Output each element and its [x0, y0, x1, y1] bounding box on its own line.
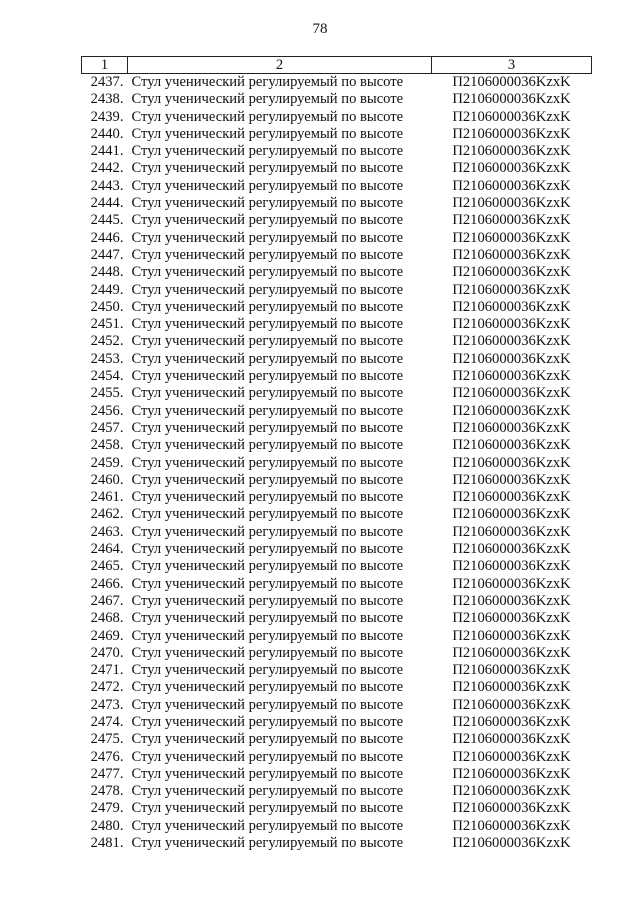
table-row — [82, 835, 592, 852]
table-row — [82, 212, 592, 229]
row-item-code: П2106000036KzxK — [452, 108, 571, 125]
row-item-code: П2106000036KzxK — [452, 696, 571, 713]
row-item-code: П2106000036KzxK — [452, 523, 571, 540]
table-row — [82, 489, 592, 506]
row-item-code: П2106000036KzxK — [452, 160, 571, 177]
row-number: 2479. — [90, 800, 124, 817]
table-row — [82, 420, 592, 437]
row-item-name: Стул ученический регулируемый по высоте — [131, 679, 404, 696]
row-item-name: Стул ученический регулируемый по высоте — [131, 316, 404, 333]
row-number: 2463. — [90, 523, 124, 540]
row-number: 2469. — [90, 627, 124, 644]
row-item-name: Стул ученический регулируемый по высоте — [131, 368, 404, 385]
row-number: 2465. — [90, 558, 124, 575]
row-item-name: Стул ученический регулируемый по высоте — [131, 454, 404, 471]
row-item-name: Стул ученический регулируемый по высоте — [131, 298, 404, 315]
row-item-name: Стул ученический регулируемый по высоте — [131, 350, 404, 367]
row-item-name: Стул ученический регулируемый по высоте — [131, 662, 404, 679]
row-number: 2461. — [90, 489, 124, 506]
row-number: 2437. — [90, 74, 124, 90]
row-item-name: Стул ученический регулируемый по высоте — [131, 91, 404, 108]
table-row — [82, 109, 592, 126]
row-item-name: Стул ученический регулируемый по высоте — [131, 800, 404, 817]
table-row — [82, 800, 592, 817]
table-row — [82, 230, 592, 247]
row-number: 2475. — [90, 731, 124, 748]
row-item-name: Стул ученический регулируемый по высоте — [131, 385, 404, 402]
row-item-code: П2106000036KzxK — [452, 212, 571, 229]
row-item-name: Стул ученический регулируемый по высоте — [131, 246, 404, 263]
row-number: 2460. — [90, 471, 124, 488]
table-row — [82, 247, 592, 264]
row-item-code: П2106000036KzxK — [452, 125, 571, 142]
row-item-name: Стул ученический регулируемый по высоте — [131, 541, 404, 558]
table-row — [82, 731, 592, 748]
row-number: 2448. — [90, 264, 124, 281]
row-item-code: П2106000036KzxK — [452, 229, 571, 246]
row-item-name: Стул ученический регулируемый по высоте — [131, 835, 404, 852]
row-number: 2477. — [90, 765, 124, 782]
row-number: 2452. — [90, 333, 124, 350]
row-item-code: П2106000036KzxK — [452, 800, 571, 817]
row-item-code: П2106000036KzxK — [452, 835, 571, 852]
row-number: 2459. — [90, 454, 124, 471]
row-number: 2473. — [90, 696, 124, 713]
table-row — [82, 558, 592, 575]
row-item-code: П2106000036KzxK — [452, 506, 571, 523]
row-number: 2438. — [90, 91, 124, 108]
table-row — [82, 593, 592, 610]
row-item-name: Стул ученический регулируемый по высоте — [131, 627, 404, 644]
table-row — [82, 524, 592, 541]
row-item-name: Стул ученический регулируемый по высоте — [131, 437, 404, 454]
row-item-name: Стул ученический регулируемый по высоте — [131, 575, 404, 592]
row-number: 2474. — [90, 713, 124, 730]
table-row — [82, 610, 592, 627]
row-item-name: Стул ученический регулируемый по высоте — [131, 523, 404, 540]
table-row — [82, 766, 592, 783]
row-number: 2453. — [90, 350, 124, 367]
table-header — [82, 57, 592, 74]
table-row — [82, 662, 592, 679]
row-item-name: Стул ученический регулируемый по высоте — [131, 108, 404, 125]
row-number: 2466. — [90, 575, 124, 592]
row-item-code: П2106000036KzxK — [452, 402, 571, 419]
table-row — [82, 143, 592, 160]
row-number: 2457. — [90, 419, 124, 436]
row-item-code: П2106000036KzxK — [452, 195, 571, 212]
row-number: 2443. — [90, 177, 124, 194]
row-item-name: Стул ученический регулируемый по высоте — [131, 592, 404, 609]
row-item-code: П2106000036KzxK — [452, 91, 571, 108]
row-number: 2441. — [90, 143, 124, 160]
row-item-code: П2106000036KzxK — [452, 246, 571, 263]
row-number: 2464. — [90, 541, 124, 558]
row-item-name: Стул ученический регулируемый по высоте — [131, 333, 404, 350]
row-number: 2440. — [90, 125, 124, 142]
page-number: 78 — [312, 21, 328, 37]
table-row — [82, 714, 592, 731]
row-item-name: Стул ученический регулируемый по высоте — [131, 143, 404, 160]
row-item-name: Стул ученический регулируемый по высоте — [131, 644, 404, 661]
row-number: 2445. — [90, 212, 124, 229]
row-number: 2456. — [90, 402, 124, 419]
row-item-code: П2106000036KzxK — [452, 765, 571, 782]
row-item-name: Стул ученический регулируемый по высоте — [131, 610, 404, 627]
row-number: 2458. — [90, 437, 124, 454]
header-col-1: 1 — [82, 57, 128, 74]
row-item-code: П2106000036KzxK — [452, 731, 571, 748]
table-row — [82, 160, 592, 177]
table-row — [82, 385, 592, 402]
row-item-name: Стул ученический регулируемый по высоте — [131, 160, 404, 177]
row-number: 2467. — [90, 592, 124, 609]
table-row — [82, 576, 592, 593]
row-item-code: П2106000036KzxK — [452, 368, 571, 385]
row-item-code: П2106000036KzxK — [452, 177, 571, 194]
row-item-code: П2106000036KzxK — [452, 713, 571, 730]
row-number: 2454. — [90, 368, 124, 385]
row-item-code: П2106000036KzxK — [452, 748, 571, 765]
row-item-code: П2106000036KzxK — [452, 817, 571, 834]
table-row — [82, 333, 592, 350]
row-item-code: П2106000036KzxK — [452, 316, 571, 333]
row-item-name: Стул ученический регулируемый по высоте — [131, 489, 404, 506]
row-item-code: П2106000036KzxK — [452, 437, 571, 454]
row-item-code: П2106000036KzxK — [452, 489, 571, 506]
row-item-code: П2106000036KzxK — [452, 783, 571, 800]
row-item-name: Стул ученический регулируемый по высоте — [131, 731, 404, 748]
table-row — [82, 628, 592, 645]
row-item-name: Стул ученический регулируемый по высоте — [131, 419, 404, 436]
row-item-code: П2106000036KzxK — [452, 281, 571, 298]
row-item-name: Стул ученический регулируемый по высоте — [131, 281, 404, 298]
table-row — [82, 351, 592, 368]
row-number: 2444. — [90, 195, 124, 212]
row-item-code: П2106000036KzxK — [452, 592, 571, 609]
row-number: 2481. — [90, 835, 124, 852]
row-number: 2478. — [90, 783, 124, 800]
row-number: 2447. — [90, 246, 124, 263]
row-number: 2450. — [90, 298, 124, 315]
row-number: 2472. — [90, 679, 124, 696]
row-number: 2446. — [90, 229, 124, 246]
table-body — [82, 74, 592, 853]
table-header-row — [82, 57, 592, 74]
row-number: 2462. — [90, 506, 124, 523]
table-row — [82, 472, 592, 489]
row-number: 2468. — [90, 610, 124, 627]
table-row — [82, 178, 592, 195]
table-row — [82, 645, 592, 662]
row-item-code: П2106000036KzxK — [452, 575, 571, 592]
table-row — [82, 299, 592, 316]
row-number: 2470. — [90, 644, 124, 661]
row-item-name: Стул ученический регулируемый по высоте — [131, 195, 404, 212]
row-item-name: Стул ученический регулируемый по высоте — [131, 696, 404, 713]
row-item-name: Стул ученический регулируемый по высоте — [131, 817, 404, 834]
items-table — [81, 56, 592, 852]
table-row — [82, 126, 592, 143]
table-row — [82, 316, 592, 333]
row-item-name: Стул ученический регулируемый по высоте — [131, 713, 404, 730]
table-row — [82, 697, 592, 714]
row-item-name: Стул ученический регулируемый по высоте — [131, 765, 404, 782]
row-item-name: Стул ученический регулируемый по высоте — [131, 506, 404, 523]
table-row — [82, 74, 592, 92]
row-item-name: Стул ученический регулируемый по высоте — [131, 402, 404, 419]
row-item-name: Стул ученический регулируемый по высоте — [131, 471, 404, 488]
row-item-name: Стул ученический регулируемый по высоте — [131, 74, 404, 90]
header-col-2: 2 — [128, 57, 432, 74]
table-row — [82, 783, 592, 800]
table-row — [82, 455, 592, 472]
table-row — [82, 264, 592, 281]
row-item-code: П2106000036KzxK — [452, 662, 571, 679]
row-item-code: П2106000036KzxK — [452, 454, 571, 471]
row-item-code: П2106000036KzxK — [452, 610, 571, 627]
row-number: 2442. — [90, 160, 124, 177]
row-item-name: Стул ученический регулируемый по высоте — [131, 558, 404, 575]
row-item-code: П2106000036KzxK — [452, 298, 571, 315]
table-row — [82, 195, 592, 212]
row-item-code: П2106000036KzxK — [452, 471, 571, 488]
row-item-code: П2106000036KzxK — [452, 143, 571, 160]
row-item-code: П2106000036KzxK — [452, 627, 571, 644]
row-item-code: П2106000036KzxK — [452, 74, 571, 90]
row-number: 2439. — [90, 108, 124, 125]
row-number: 2449. — [90, 281, 124, 298]
row-number: 2451. — [90, 316, 124, 333]
table-row — [82, 749, 592, 766]
row-item-code: П2106000036KzxK — [452, 558, 571, 575]
row-item-code: П2106000036KzxK — [452, 679, 571, 696]
table-row — [82, 91, 592, 108]
table-row — [82, 282, 592, 299]
table-row — [82, 541, 592, 558]
row-item-name: Стул ученический регулируемый по высоте — [131, 212, 404, 229]
row-item-code: П2106000036KzxK — [452, 333, 571, 350]
row-item-code: П2106000036KzxK — [452, 419, 571, 436]
row-item-code: П2106000036KzxK — [452, 264, 571, 281]
row-item-code: П2106000036KzxK — [452, 644, 571, 661]
row-number: 2455. — [90, 385, 124, 402]
row-item-name: Стул ученический регулируемый по высоте — [131, 783, 404, 800]
table-row — [82, 679, 592, 696]
row-item-name: Стул ученический регулируемый по высоте — [131, 748, 404, 765]
row-item-code: П2106000036KzxK — [452, 350, 571, 367]
row-item-name: Стул ученический регулируемый по высоте — [131, 177, 404, 194]
table-row — [82, 368, 592, 385]
row-item-code: П2106000036KzxK — [452, 541, 571, 558]
row-item-code: П2106000036KzxK — [452, 385, 571, 402]
row-number: 2476. — [90, 748, 124, 765]
row-item-name: Стул ученический регулируемый по высоте — [131, 264, 404, 281]
table-row — [82, 437, 592, 454]
row-item-name: Стул ученический регулируемый по высоте — [131, 229, 404, 246]
header-col-3: 3 — [432, 57, 592, 74]
table-row — [82, 403, 592, 420]
row-number: 2480. — [90, 817, 124, 834]
row-item-name: Стул ученический регулируемый по высоте — [131, 125, 404, 142]
row-number: 2471. — [90, 662, 124, 679]
table-row — [82, 506, 592, 523]
table-row — [82, 818, 592, 835]
